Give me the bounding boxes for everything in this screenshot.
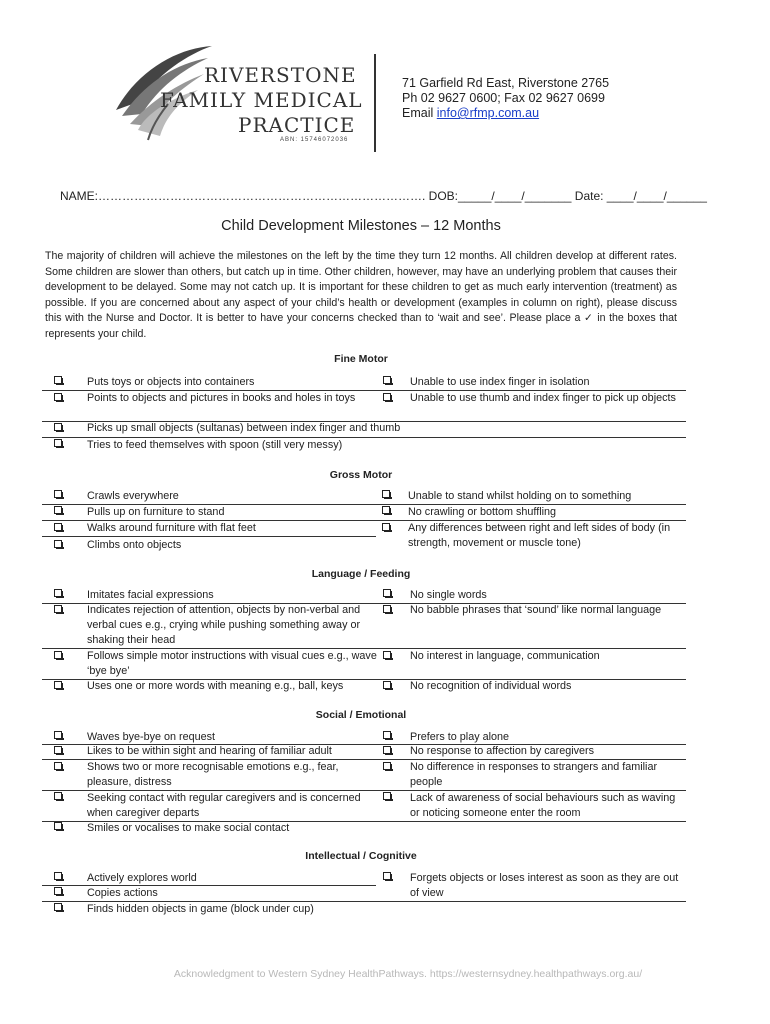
section-title-language: Language / Feeding [311, 568, 411, 580]
row-divider [42, 536, 376, 537]
concern-item: No single words [410, 589, 487, 601]
checkbox[interactable] [54, 423, 62, 431]
logo-line-2: FAMILY MEDICAL [160, 88, 363, 112]
checkbox[interactable] [383, 762, 391, 770]
milestone-item: Copies actions [87, 887, 158, 899]
checkbox[interactable] [54, 872, 62, 880]
concern-item: Lack of awareness of social behaviours such as waving or noticing someone enter the room [410, 792, 676, 819]
milestone-item: Pulls up on furniture to stand [87, 506, 225, 518]
milestone-item: Actively explores world [87, 872, 197, 884]
milestone-item: Likes to be within sight and hearing of familiar adult [87, 745, 332, 757]
checkbox[interactable] [383, 792, 391, 800]
phone-fax: Ph 02 9627 0600; Fax 02 9627 0699 [402, 91, 605, 105]
concern-item: Any differences between right and left sides of body (in strength, movement or muscle tone) [408, 522, 671, 549]
checkbox[interactable] [54, 540, 62, 548]
checkbox[interactable] [54, 903, 62, 911]
checkbox[interactable] [383, 605, 391, 613]
checkbox[interactable] [54, 376, 62, 384]
intro-paragraph: The majority of children will achieve the milestones on the left by the time they turn 12 months. All children develop at different rates. Some children are slower than others, but catch up in time. Other children, however, may have an underlying problem that causes their development to be delayed. Some may not catch up. It is important for these children to get as much early intervention (treatment) as possible. If you are concerned about any aspect of your child’s health or development (examples in column on right), please discuss this with the Nurse and Doctor. It is better to have your concerns checked than to ‘wait and see’. Please place a ✓ in the boxes that represents your child. [45, 250, 677, 340]
checkbox[interactable] [382, 523, 390, 531]
milestone-item: Finds hidden objects in game (block under cup) [87, 903, 314, 915]
checkbox[interactable] [382, 490, 390, 498]
concern-item: Unable to use index finger in isolation [410, 376, 590, 388]
checkbox[interactable] [54, 762, 62, 770]
checkbox[interactable] [383, 651, 391, 659]
checkbox[interactable] [383, 746, 391, 754]
checkbox[interactable] [54, 746, 62, 754]
milestone-item: Climbs onto objects [87, 539, 182, 551]
email-label: Email [402, 106, 434, 120]
checkbox[interactable] [54, 651, 62, 659]
checkbox[interactable] [54, 506, 62, 514]
milestone-item: Picks up small objects (sultanas) between index finger and thumb [87, 422, 401, 434]
section-title-cognitive: Intellectual / Cognitive [305, 850, 417, 862]
checkbox[interactable] [54, 393, 62, 401]
checkbox[interactable] [54, 731, 62, 739]
address: 71 Garfield Rd East, Riverstone 2765 [402, 76, 610, 90]
checkbox[interactable] [383, 589, 391, 597]
checkbox[interactable] [383, 393, 391, 401]
checkbox[interactable] [383, 872, 391, 880]
checkbox[interactable] [382, 506, 390, 514]
checkbox[interactable] [54, 792, 62, 800]
milestone-item: Follows simple motor instructions with visual cues e.g., wave ‘bye bye’ [87, 650, 377, 677]
checkbox[interactable] [54, 523, 62, 531]
concern-item: Unable to use thumb and index finger to pick up objects [410, 392, 676, 404]
checkbox[interactable] [54, 589, 62, 597]
patient-details-line[interactable]: NAME:………………………………………………………………………. DOB:_____/____/_______ Date: ____/____/______ [60, 189, 707, 203]
page-title: Child Development Milestones – 12 Months [221, 218, 501, 234]
concern-item: Prefers to play alone [410, 731, 510, 743]
milestone-item: Points to objects and pictures in books and holes in toys [87, 392, 356, 404]
section-title-social: Social / Emotional [315, 709, 407, 721]
checkbox[interactable] [54, 490, 62, 498]
section-title-gross-motor: Gross Motor [329, 469, 393, 481]
concern-item: No response to affection by caregivers [410, 745, 595, 757]
checkbox[interactable] [54, 822, 62, 830]
email-link[interactable]: info@rfmp.com.au [436, 106, 540, 120]
contact-block [402, 76, 609, 121]
milestone-item: Tries to feed themselves with spoon (still very messy) [87, 439, 343, 451]
milestone-item: Shows two or more recognisable emotions e.g., fear, pleasure, distress [87, 761, 339, 788]
concern-item: Unable to stand whilst holding on to something [408, 490, 632, 502]
footer-acknowledgment: Acknowledgment to Western Sydney HealthPathways. https://westernsydney.healthpathways.org.au/ [173, 968, 643, 980]
section-title-fine-motor: Fine Motor [334, 353, 388, 365]
checkbox[interactable] [54, 887, 62, 895]
concern-item: No recognition of individual words [410, 680, 572, 692]
checkbox[interactable] [383, 376, 391, 384]
abn-number: ABN: 15746072036 [280, 137, 349, 143]
milestone-item: Walks around furniture with flat feet [87, 522, 256, 534]
milestone-item: Seeking contact with regular caregivers and is concerned when caregiver departs [87, 792, 361, 819]
checkbox[interactable] [383, 731, 391, 739]
milestone-item: Puts toys or objects into containers [87, 376, 255, 388]
concern-item: Forgets objects or loses interest as soon as they are out of view [410, 872, 679, 899]
checkbox[interactable] [54, 681, 62, 689]
concern-item: No babble phrases that ‘sound’ like normal language [410, 604, 662, 616]
concern-item: No difference in responses to strangers and familiar people [410, 761, 658, 788]
logo-line-1: RIVERSTONE [204, 63, 357, 87]
milestone-item: Indicates rejection of attention, objects by non-verbal and verbal cues e.g., crying while pushing something away or shaking their head [87, 604, 361, 646]
practice-logo [108, 40, 368, 152]
milestone-item: Waves bye-bye on request [87, 731, 216, 743]
checkbox[interactable] [54, 439, 62, 447]
checkbox[interactable] [383, 681, 391, 689]
milestone-item: Crawls everywhere [87, 490, 179, 502]
concern-item: No crawling or bottom shuffling [408, 506, 557, 518]
checkbox[interactable] [54, 605, 62, 613]
concern-item: No interest in language, communication [410, 650, 600, 662]
milestone-item: Imitates facial expressions [87, 589, 214, 601]
milestone-item: Uses one or more words with meaning e.g., ball, keys [87, 680, 344, 692]
milestone-item: Smiles or vocalises to make social contact [87, 822, 290, 834]
email-line [402, 106, 609, 121]
logo-line-3: PRACTICE [238, 113, 356, 137]
header-divider [374, 54, 376, 152]
